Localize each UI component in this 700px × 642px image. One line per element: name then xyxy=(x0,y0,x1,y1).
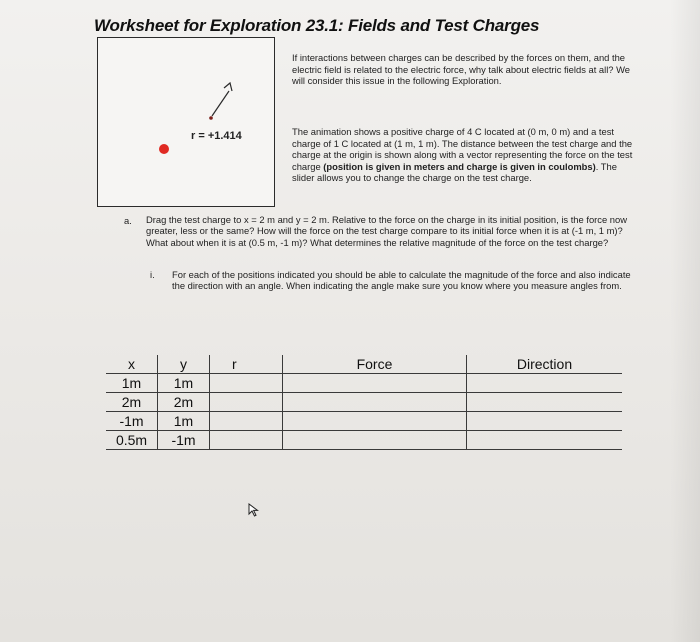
question-a-i-text: For each of the positions indicated you should be able to calculate the magnitude of the force and also indicate the direction with an angle. When indicating the angle make sure you know where you measure angles from. xyxy=(172,269,631,292)
cell-force[interactable] xyxy=(283,431,467,450)
cell-y: 1m xyxy=(158,412,210,431)
cell-r[interactable] xyxy=(210,393,283,412)
test-charge xyxy=(209,116,213,120)
cell-y: 1m xyxy=(158,374,210,393)
page-title: Worksheet for Exploration 23.1: Fields and Test Charges xyxy=(94,16,540,35)
question-a-text: Drag the test charge to x = 2 m and y = 2 m. Relative to the force on the charge in its initial position, is the force now greater, less or the same? How will the force on the test charge compare to its initial force when it is at (-1 m, 1 m)? What about when it is at (0.5 m, -1 m)? What determines the relative magnitude of the force on the test charge? xyxy=(146,214,627,248)
description-end: . The slider allows you to change the charge on the test charge. xyxy=(292,160,617,184)
header-direction: Direction xyxy=(467,355,623,374)
animation-canvas xyxy=(98,38,274,206)
cell-direction[interactable] xyxy=(467,431,623,450)
question-a-i-letter: i. xyxy=(150,269,155,280)
table-header-row xyxy=(106,355,622,374)
source-charge xyxy=(159,144,169,154)
cell-force[interactable] xyxy=(283,412,467,431)
page-shadow xyxy=(670,0,700,642)
cell-x: 2m xyxy=(106,393,158,412)
description-paragraph xyxy=(292,126,634,184)
table-row xyxy=(106,374,622,393)
intro-paragraph xyxy=(292,52,634,87)
cell-force[interactable] xyxy=(283,374,467,393)
cell-force[interactable] xyxy=(283,393,467,412)
force-vector-arrowhead xyxy=(224,83,232,91)
distance-readout: r = +1.414 xyxy=(191,130,242,142)
question-a-letter: a. xyxy=(124,215,132,226)
description-text xyxy=(292,126,634,184)
table-row xyxy=(106,393,622,412)
description-bold: (position is given in meters and charge is given in coulombs) xyxy=(323,160,596,172)
mouse-pointer-icon xyxy=(248,503,260,522)
description-start: The animation shows a positive charge of 4 C located at (0 m, 0 m) and a test charge of 1 C located at (1 m, 1 m). The distance between the test charge and the charge at the origin is shown along with a vector representing the force on the test charge xyxy=(292,126,633,172)
header-y: y xyxy=(158,355,210,374)
animation-panel[interactable] xyxy=(97,37,275,207)
cell-x: 1m xyxy=(106,374,158,393)
cell-y: 2m xyxy=(158,393,210,412)
header-force: Force xyxy=(283,355,467,374)
table-row xyxy=(106,412,622,431)
cell-r[interactable] xyxy=(210,374,283,393)
cell-r[interactable] xyxy=(210,412,283,431)
intro-text: If interactions between charges can be described by the forces on them, and the electric field is related to the electric force, why talk about electric fields at all? We will consider this issue in the following Exploration. xyxy=(292,52,630,87)
header-r: r xyxy=(210,355,283,374)
cell-r[interactable] xyxy=(210,431,283,450)
cell-x: -1m xyxy=(106,412,158,431)
force-vector-shaft xyxy=(212,91,229,116)
cell-direction[interactable] xyxy=(467,393,623,412)
force-table xyxy=(106,355,622,450)
cell-y: -1m xyxy=(158,431,210,450)
header-x: x xyxy=(106,355,158,374)
cell-x: 0.5m xyxy=(106,431,158,450)
table-row xyxy=(106,431,622,450)
cell-direction[interactable] xyxy=(467,412,623,431)
cell-direction[interactable] xyxy=(467,374,623,393)
